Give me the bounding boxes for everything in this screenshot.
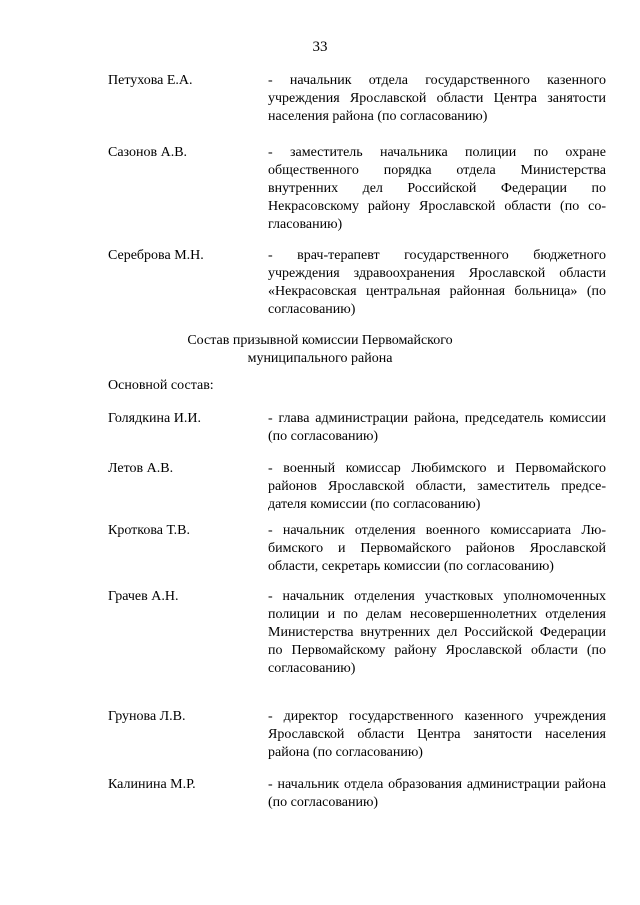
member-name: Летов А.В. [108,461,174,476]
member-name: Грачев А.Н. [108,589,179,604]
member-name: Кроткова Т.В. [108,523,190,538]
member-description: - начальник отдела образования администрации района (по согласованию) [268,777,606,810]
member-description: - начальник отделения участковых уполномоченных полиции и по делам несовершеннолетних отделения Министерства внутренних дел Российской Федерации по Первомайскому району Ярославской области (по согласованию) [268,589,606,676]
page-number: 33 [312,39,328,55]
member-name: Голядкина И.И. [108,411,201,426]
section-title: Состав призывной комиссии Первомайского муниципального района [187,333,453,366]
member-description: - директор государственного казенного учреждения Ярославской области Центра занятости населения района (по согласованию) [268,709,606,760]
member-name: Сазонов А.В. [108,145,188,160]
member-description: - начальник отделения военного комиссариата Любимского и Первомайского районов Ярославской области, секретарь комиссии (по согласованию) [268,523,606,574]
member-description: - военный комиссар Любимского и Первомайского районов Ярославской области, заместитель председателя комиссии (по согласованию) [268,461,606,512]
member-name: Грунова Л.В. [108,709,186,724]
member-name: Сереброва М.Н. [108,248,204,263]
member-description: - врач-терапевт государственного бюджетного учреждения здравоохранения Ярославской области «Некрасовская центральная районная больница» (по согласованию) [268,248,606,317]
member-description: - начальник отдела государственного казенного учреждения Ярославской области Центра занятости населения района (по согласованию) [268,73,606,124]
member-description: - глава администрации района, председатель комиссии (по согласованию) [268,411,606,444]
member-description: - заместитель начальника полиции по охране общественного порядка отдела Министерства внутренних дел Российской Федерации по Некрасовскому району Ярославской области (по согласованию) [268,145,606,232]
section-subhead: Основной состав: [108,378,214,393]
member-name: Петухова Е.А. [108,73,193,88]
member-name: Калинина М.Р. [108,777,196,792]
